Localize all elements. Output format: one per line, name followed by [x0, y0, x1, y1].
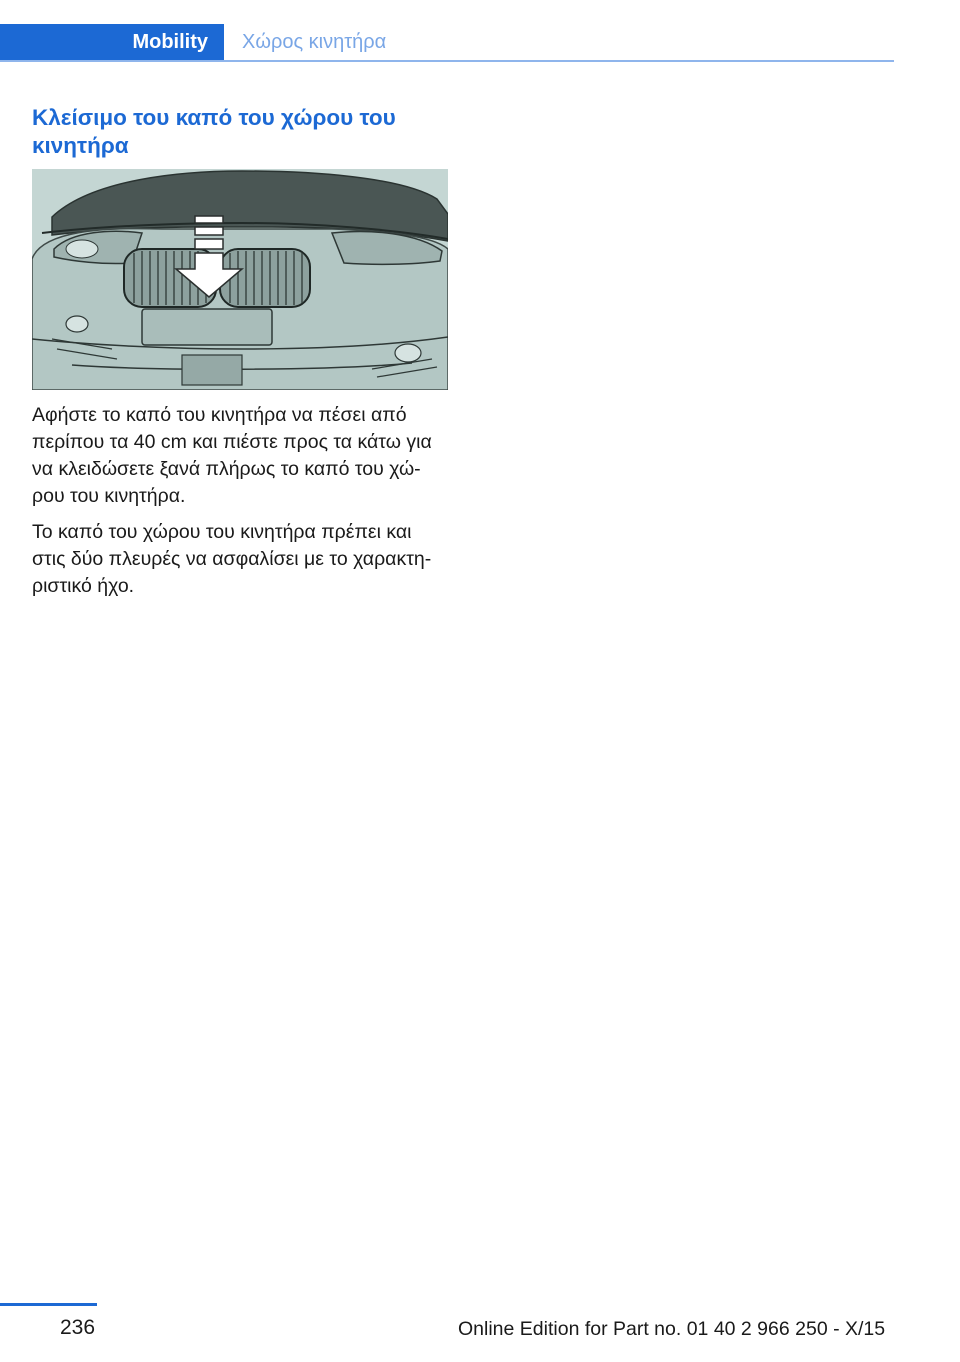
- instruction-paragraph-1: Αφήστε το καπό του κινητήρα να πέσει από περίπου τα 40 cm και πιέστε προς τα κάτω για να κλειδώσετε ξανά πλήρως το καπό του χώ‐ ρου του κινητήρα.: [32, 404, 432, 507]
- section-title: Κλείσιμο του καπό του χώρου του κινητήρα: [32, 105, 396, 158]
- car-hood-closing-illustration-icon: [32, 169, 448, 390]
- instruction-paragraph-2: Το καπό του χώρου του κινητήρα πρέπει και στις δύο πλευρές να ασφαλίσει με το χαρακτη‐ ριστικό ήχο.: [32, 521, 432, 597]
- body-text: [32, 402, 450, 609]
- edition-footer: Online Edition for Part no. 01 40 2 966 250 - X/15: [458, 1318, 886, 1340]
- header-bar: [0, 24, 894, 62]
- page-number: 236: [60, 1316, 96, 1339]
- header-rule: [0, 60, 894, 62]
- page-number-rule: [0, 1303, 97, 1306]
- car-hood-figure: [32, 169, 448, 390]
- chapter-tab[interactable]: Mobility: [0, 24, 224, 60]
- section-tab[interactable]: Χώρος κινητήρα: [242, 30, 387, 53]
